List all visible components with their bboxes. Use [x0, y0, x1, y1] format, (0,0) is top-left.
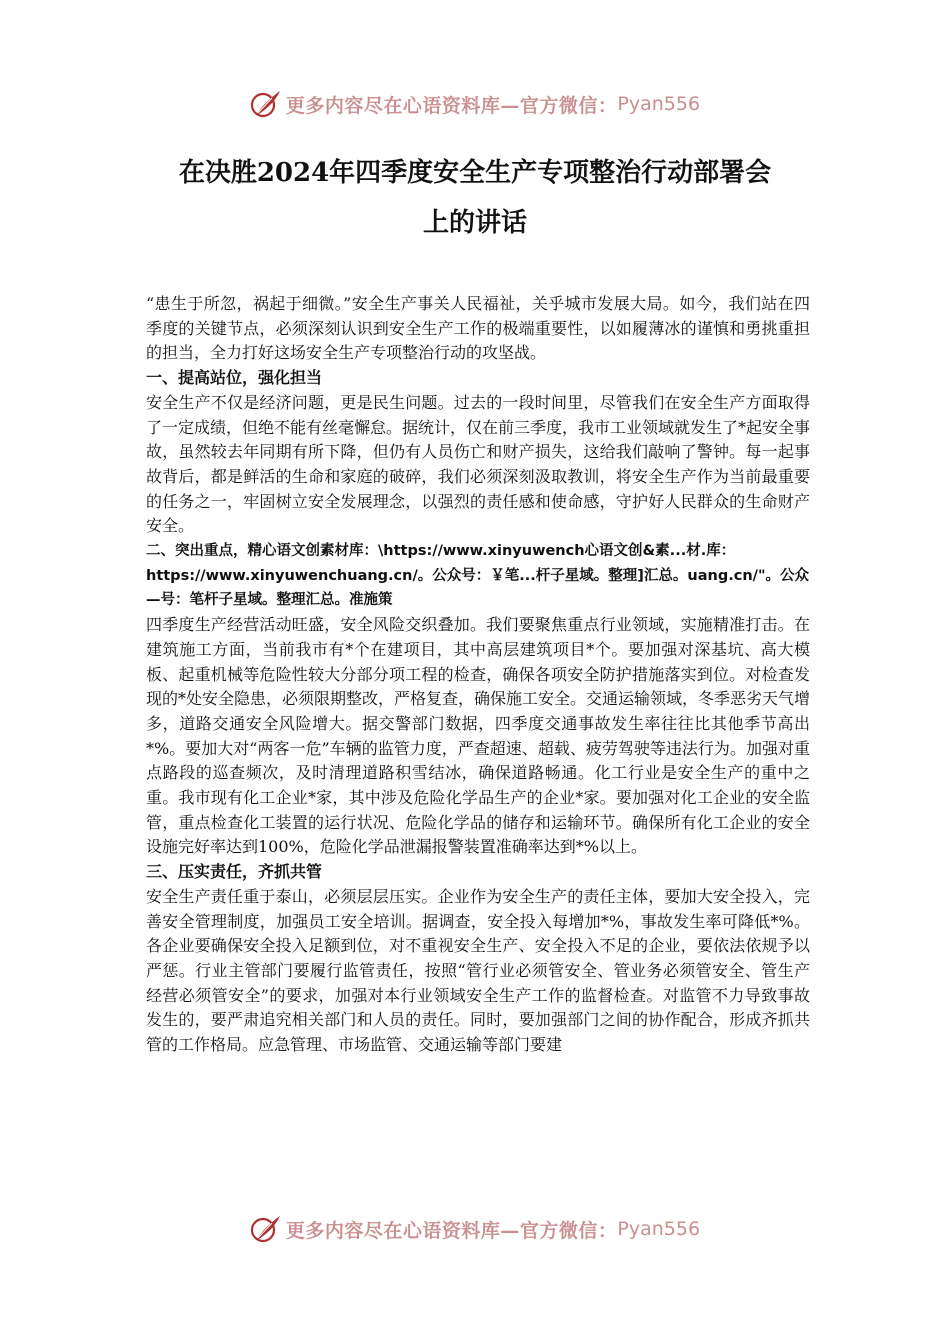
speech-body: [146, 292, 810, 1058]
title-line-1: 在决胜2024年四季度安全生产专项整治行动部署会: [178, 158, 772, 188]
page-title: [120, 148, 830, 248]
section-3-paragraph: 安全生产责任重于泰山，必须层层压实。企业作为安全生产的责任主体，要加大安全投入，完善安全管理制度，加强员工安全培训。据调查，安全投入每增加*%，事故发生率可降低*%。各企业要确保安全投入足额到位，对不重视安全生产、安全投入不足的企业，要依法依规予以严惩。行业主管部门要履行监管责任，按照“管行业必须管安全、管业务必须管安全、管生产经营必须管安全”的要求，加强对本行业领域安全生产工作的监督检查。对监管不力导致事故发生的，要严肃追究相关部门和人员的责任。同时，要加强部门之间的协作配合，形成齐抓共管的工作格局。应急管理、市场监管、交通运输等部门要建: [146, 886, 810, 1055]
intro-paragraph: “患生于所忽，祸起于细微。”安全生产事关人民福祉，关乎城市发展大局。如今，我们站在四季度的关键节点，必须深刻认识到安全生产工作的极端重要性，以如履薄冰的谨慎和勇挑重担的担当，全力打好这场安全生产专项整治行动的攻坚战。: [146, 294, 810, 363]
title-line-2: 上的讲话: [422, 208, 527, 238]
section-2-heading: 二、突出重点，精心语文创素材库：\https://www.xinyuwench心语文创&素...材.库：https://www.xinyuwenchuang.cn/。公众号：￥笔...杆子星域。整理]汇总。uang.cn/"。公众—号：笔杆子星域。整理汇总。准施策: [146, 543, 810, 609]
banner-wechat-id: Pyan556: [617, 93, 701, 115]
quill-logo-icon: [250, 1213, 282, 1245]
banner-wechat-id: Pyan556: [617, 1218, 701, 1240]
section-3-heading: 三、压实责任，齐抓共管: [146, 862, 323, 882]
header-watermark-banner: [0, 84, 950, 124]
footer-watermark-banner: [0, 1209, 950, 1249]
banner-text: 更多内容尽在心语资料库—官方微信：: [285, 94, 618, 117]
section-1-heading: 一、提高站位，强化担当: [146, 368, 323, 388]
banner-text: 更多内容尽在心语资料库—官方微信：: [285, 1219, 618, 1242]
section-2-paragraph: 四季度生产经营活动旺盛，安全风险交织叠加。我们要聚焦重点行业领域，实施精准打击。在建筑施工方面，当前我市有*个在建项目，其中高层建筑项目*个。要加强对深基坑、高大模板、起重机械等危险性较大分部分项工程的检查，确保各项安全防护措施落实到位。对检查发现的*处安全隐患，必须限期整改，严格复查，确保施工安全。交通运输领域，冬季恶劣天气增多，道路交通安全风险增大。据交警部门数据，四季度交通事故发生率往往比其他季节高出*%。要加大对“两客一危”车辆的监管力度，严查超速、超载、疲劳驾驶等违法行为。加强对重点路段的巡查频次，及时清理道路积雪结冰，确保道路畅通。化工行业是安全生产的重中之重。我市现有化工企业*家，其中涉及危险化学品生产的企业*家。要加强对化工企业的安全监管，重点检查化工装置的运行状况、危险化学品的储存和运输环节。确保所有化工企业的安全设施完好率达到100%，危险化学品泄漏报警装置准确率达到*%以上。: [146, 615, 811, 857]
quill-logo-icon: [250, 88, 282, 120]
section-1-paragraph: 安全生产不仅是经济问题，更是民生问题。过去的一段时间里，尽管我们在安全生产方面取得了一定成绩，但绝不能有丝毫懈怠。据统计，仅在前三季度，我市工业领域就发生了*起安全事故，虽然较去年同期有所下降，但仍有人员伤亡和财产损失，这给我们敲响了警钟。每一起事故背后，都是鲜活的生命和家庭的破碎，我们必须深刻汲取教训，将安全生产作为当前最重要的任务之一，牢固树立安全发展理念，以强烈的责任感和使命感，守护好人民群众的生命财产安全。: [146, 392, 811, 536]
